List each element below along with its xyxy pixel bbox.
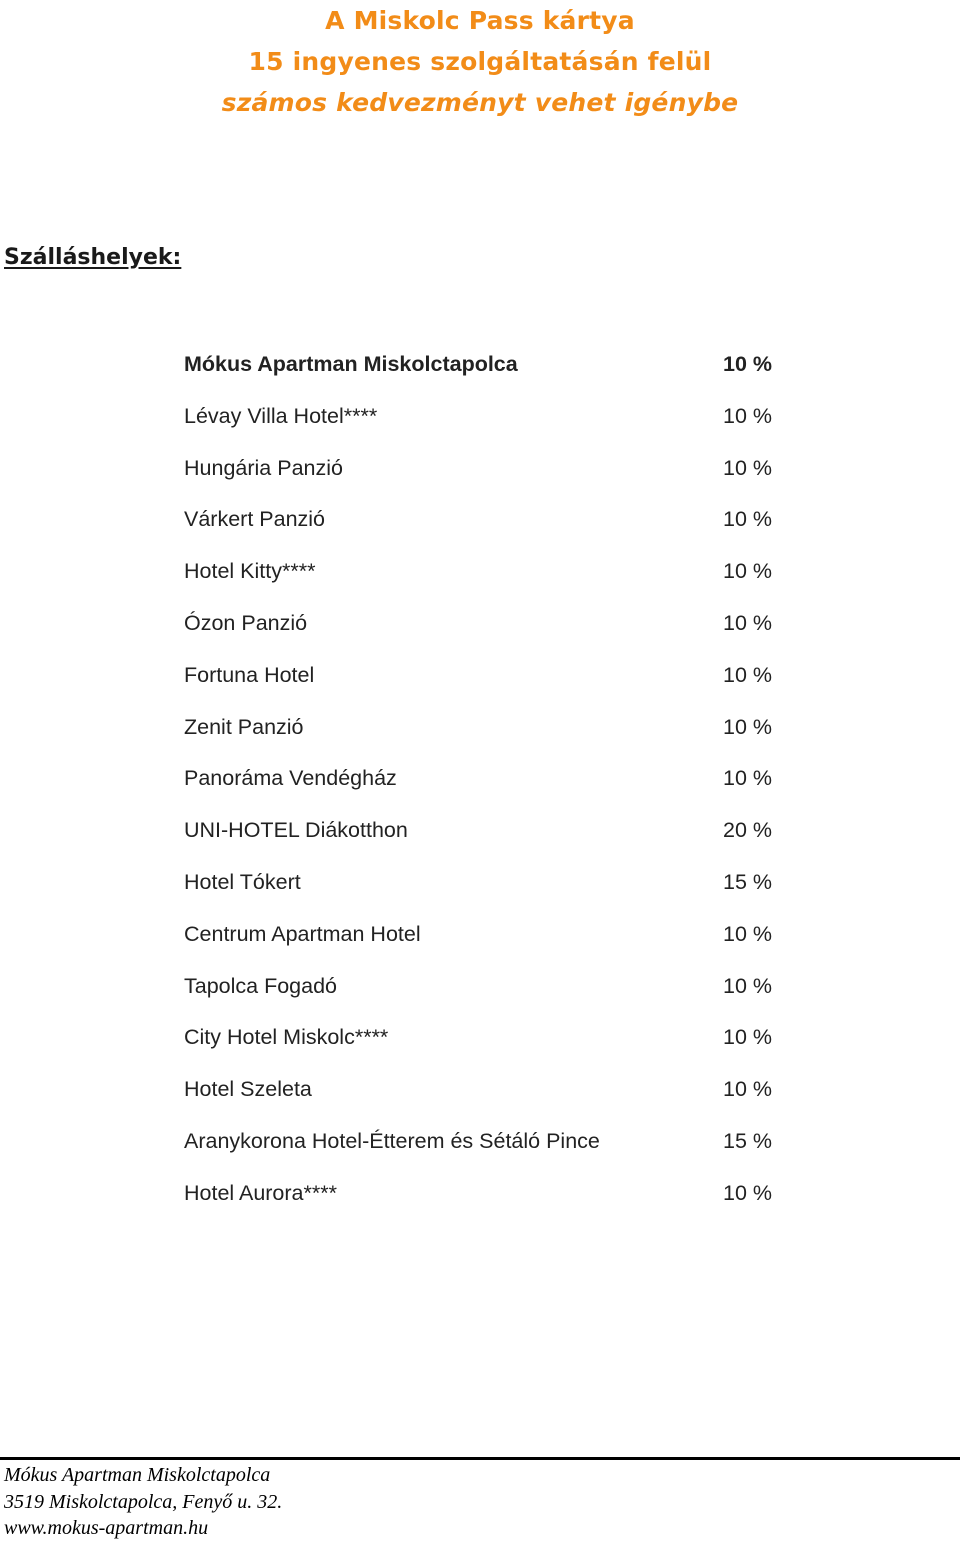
discount-value: 10 % xyxy=(723,559,773,584)
accommodation-name: Várkert Panzió xyxy=(184,507,326,532)
discount-value: 10 % xyxy=(723,455,773,480)
footer-address: 3519 Miskolctapolca, Fenyő u. 32. xyxy=(4,1490,283,1513)
accommodation-name: Mókus Apartman Miskolctapolca xyxy=(184,352,518,376)
list-item xyxy=(184,603,784,655)
list-item xyxy=(184,707,784,759)
discount-value: 10 % xyxy=(723,1180,773,1205)
discount-value: 10 % xyxy=(723,662,773,687)
accommodation-name: Centrum Apartman Hotel xyxy=(184,921,421,946)
list-item xyxy=(184,810,784,862)
list-item xyxy=(184,396,784,448)
accommodation-name: Panoráma Vendégház xyxy=(184,766,397,791)
title-line-3: számos kedvezményt vehet igénybe xyxy=(221,88,739,117)
list-item xyxy=(184,551,784,603)
discount-value: 10 % xyxy=(723,507,773,532)
list-item xyxy=(184,448,784,500)
discount-value: 20 % xyxy=(723,818,773,843)
accommodation-name: Hotel Aurora**** xyxy=(184,1180,337,1205)
section-heading-accommodations: Szálláshelyek: xyxy=(4,245,182,270)
page-title xyxy=(0,0,960,123)
discount-value: 10 % xyxy=(723,403,773,428)
discount-value: 10 % xyxy=(723,352,773,376)
list-item xyxy=(184,655,784,707)
accommodation-name: Hotel Szeleta xyxy=(184,1077,312,1102)
title-line-1: A Miskolc Pass kártya xyxy=(325,6,635,35)
accommodation-name: Zenit Panzió xyxy=(184,714,304,739)
footer xyxy=(4,1462,282,1542)
discount-value: 10 % xyxy=(723,610,773,635)
accommodation-name: City Hotel Miskolc**** xyxy=(184,1025,389,1050)
discount-value: 10 % xyxy=(723,921,773,946)
accommodation-name: Hotel Tókert xyxy=(184,869,301,894)
footer-divider xyxy=(0,1457,960,1460)
accommodation-list xyxy=(184,344,784,1225)
list-item xyxy=(184,499,784,551)
accommodation-name: UNI-HOTEL Diákotthon xyxy=(184,818,408,843)
accommodation-name: Fortuna Hotel xyxy=(184,662,315,687)
discount-value: 10 % xyxy=(723,714,773,739)
list-item xyxy=(184,1017,784,1069)
discount-value: 10 % xyxy=(723,766,773,791)
accommodation-name: Tapolca Fogadó xyxy=(184,973,337,998)
accommodation-name: Aranykorona Hotel-Étterem és Sétáló Pince xyxy=(184,1128,600,1153)
footer-business-name: Mókus Apartman Miskolctapolca xyxy=(4,1464,271,1486)
accommodation-name: Hungária Panzió xyxy=(184,455,343,480)
accommodation-name: Hotel Kitty**** xyxy=(184,559,316,584)
footer-website: www.mokus-apartman.hu xyxy=(4,1517,209,1539)
list-item xyxy=(184,1069,784,1121)
list-item xyxy=(184,966,784,1018)
title-line-2: 15 ingyenes szolgáltatásán felül xyxy=(248,47,712,76)
list-item xyxy=(184,758,784,810)
discount-value: 10 % xyxy=(723,1077,773,1102)
discount-value: 10 % xyxy=(723,1025,773,1050)
list-item xyxy=(184,862,784,914)
discount-value: 15 % xyxy=(723,869,773,894)
discount-value: 15 % xyxy=(723,1128,773,1153)
list-item xyxy=(184,1121,784,1173)
list-item xyxy=(184,1173,784,1225)
discount-value: 10 % xyxy=(723,973,773,998)
list-item xyxy=(184,344,784,396)
accommodation-name: Lévay Villa Hotel**** xyxy=(184,403,378,428)
accommodation-name: Ózon Panzió xyxy=(184,610,308,635)
list-item xyxy=(184,914,784,966)
